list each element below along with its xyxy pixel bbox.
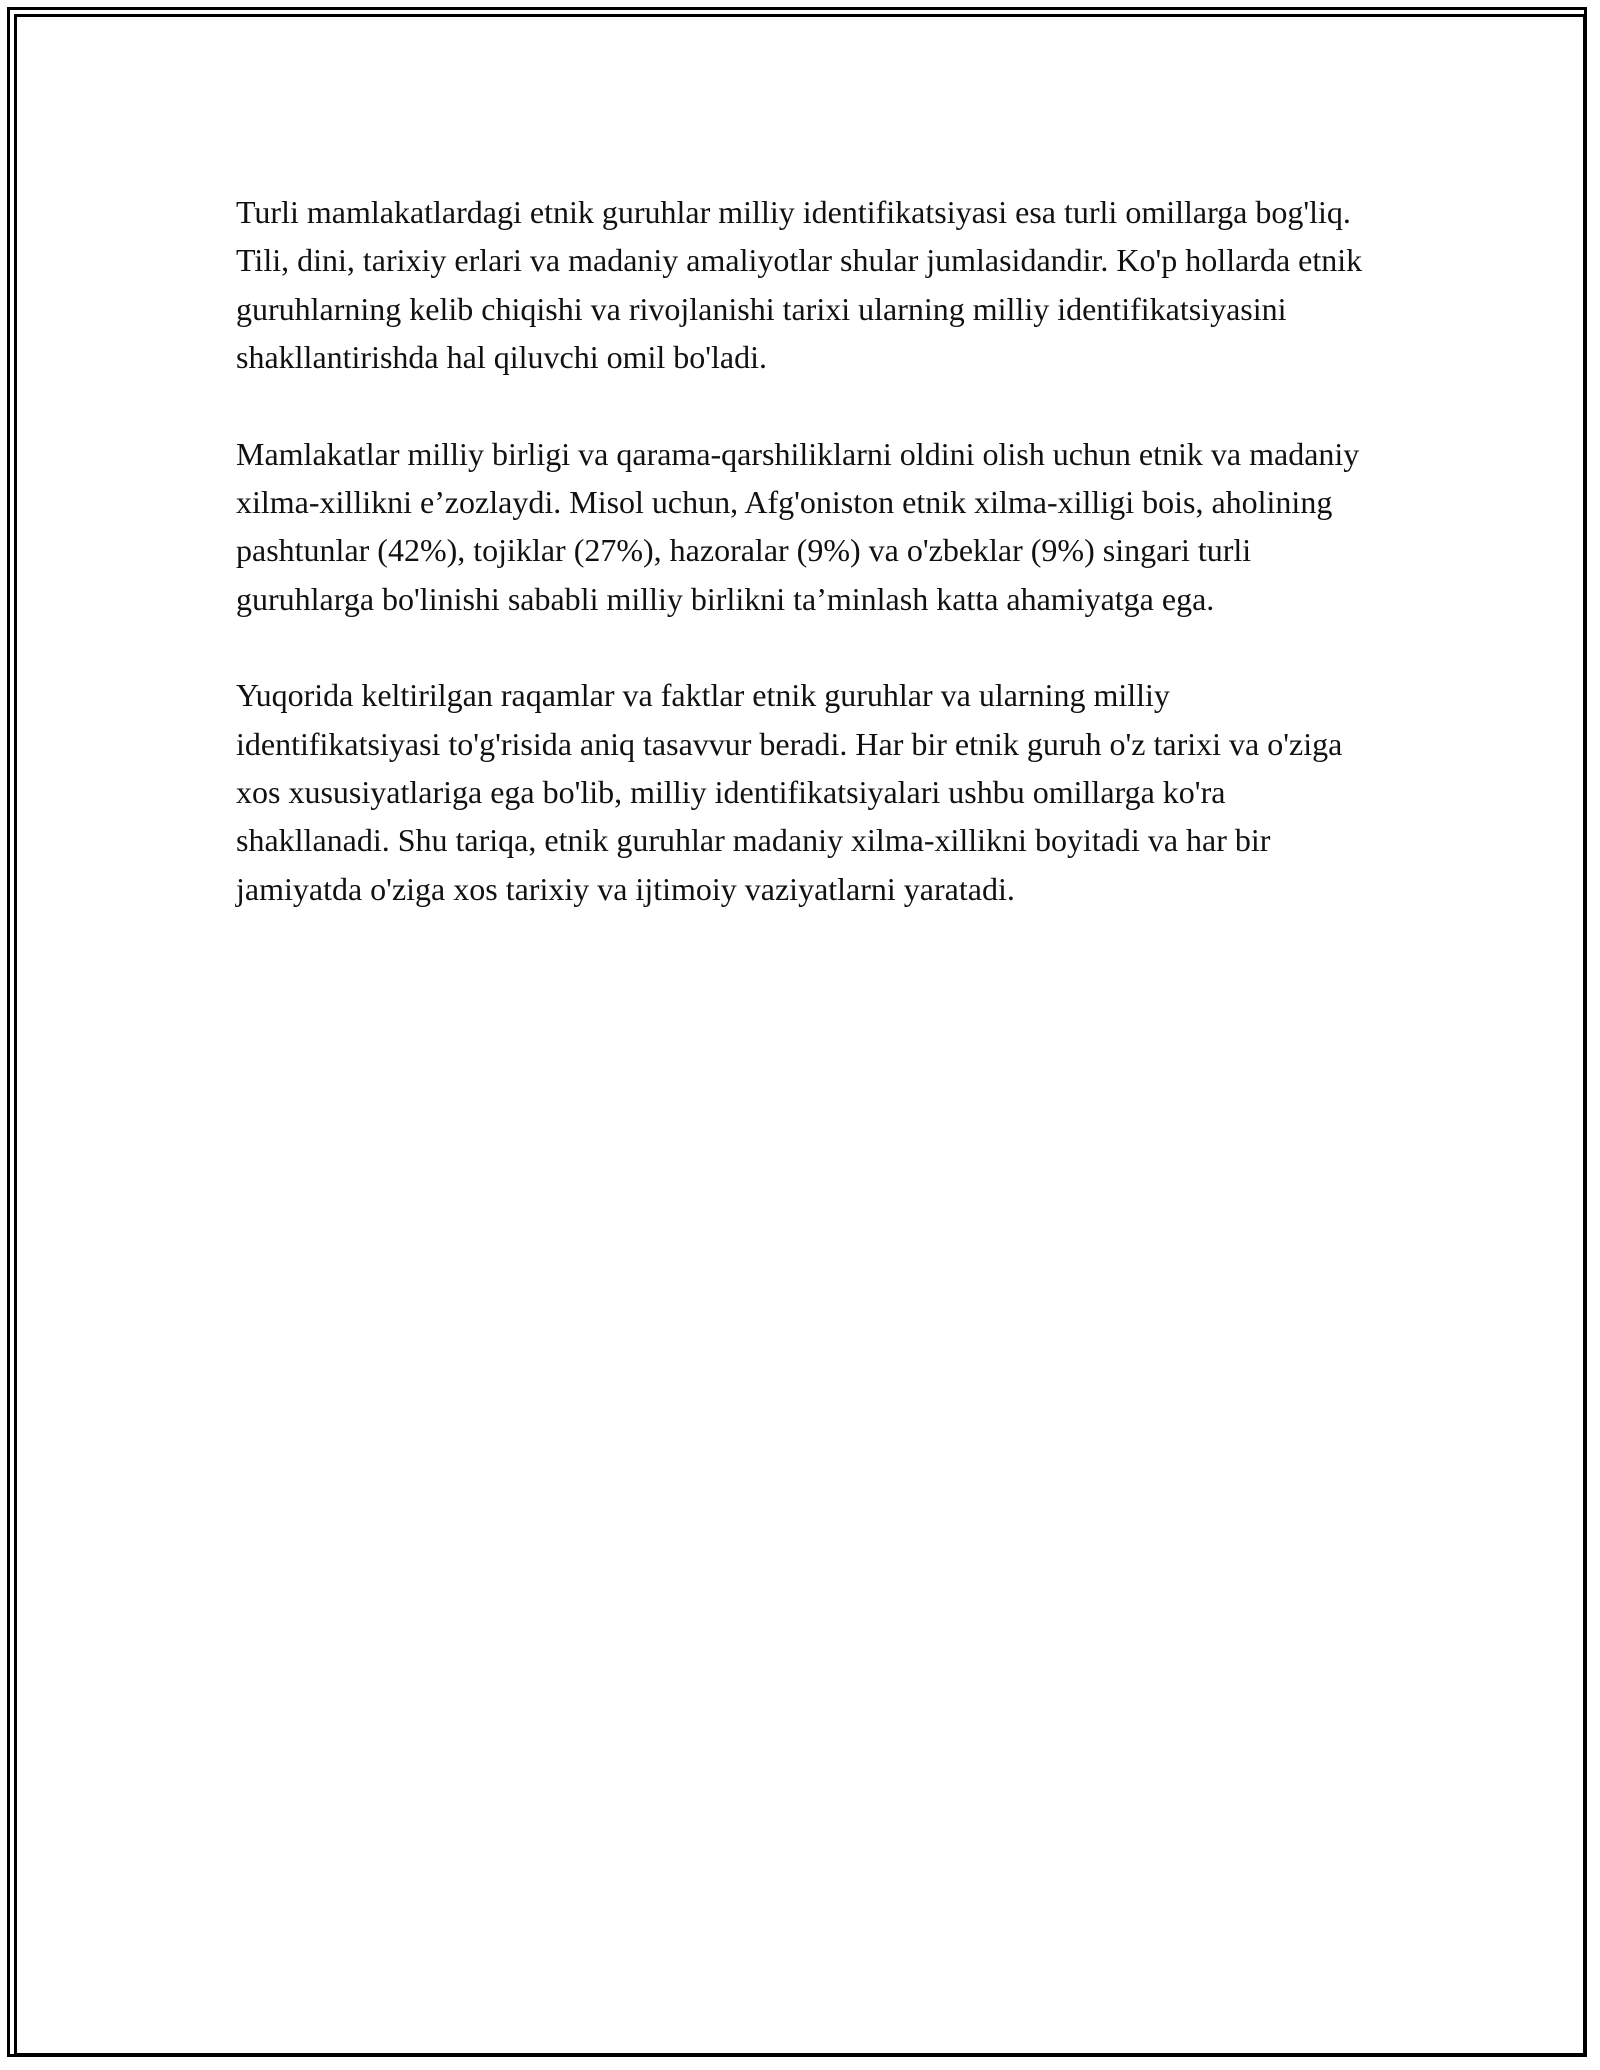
paragraph-national-identity-factors: Turli mamlakatlardagi etnik guruhlar milliy identifikatsiyasi esa turli omillarga bog'liq. Tili, dini, tarixiy erlari va madaniy amaliyotlar shular jumlasidandir. Ko'p hollarda etnik guruhlarning kelib chiqishi va rivojlanishi tarixi ularning milliy identifikatsiyasini shakllantirishda hal qiluvchi omil bo'ladi. <box>236 194 1363 376</box>
paragraph-national-unity-afghanistan: Mamlakatlar milliy birligi va qarama-qarshiliklarni oldini olish uchun etnik va madaniy xilma-xillikni e’zozlaydi. Misol uchun, Afg'oniston etnik xilma-xilligi bois, aholining pashtunlar (42%), tojiklar (27%), hazoralar (9%) va o'zbeklar (9%) singari turli guruhlarga bo'linishi sababli milliy birlikni ta’minlash katta ahamiyatga ega. <box>236 435 1360 617</box>
paragraph-conclusion: Yuqorida keltirilgan raqamlar va faktlar etnik guruhlar va ularning milliy identifikatsiyasi to'g'risida aniq tasavvur beradi. Har bir etnik guruh o'z tarixi va o'ziga xos xususiyatlariga ega bo'lib, milliy identifikatsiyalari ushbu omillarga ko'ra shakllanadi. Shu tariqa, etnik guruhlar madaniy xilma-xillikni boyitadi va har bir jamiyatda o'ziga xos tarixiy va ijtimoiy vaziyatlarni yaratadi. <box>236 677 1343 907</box>
document-body <box>236 188 1371 961</box>
